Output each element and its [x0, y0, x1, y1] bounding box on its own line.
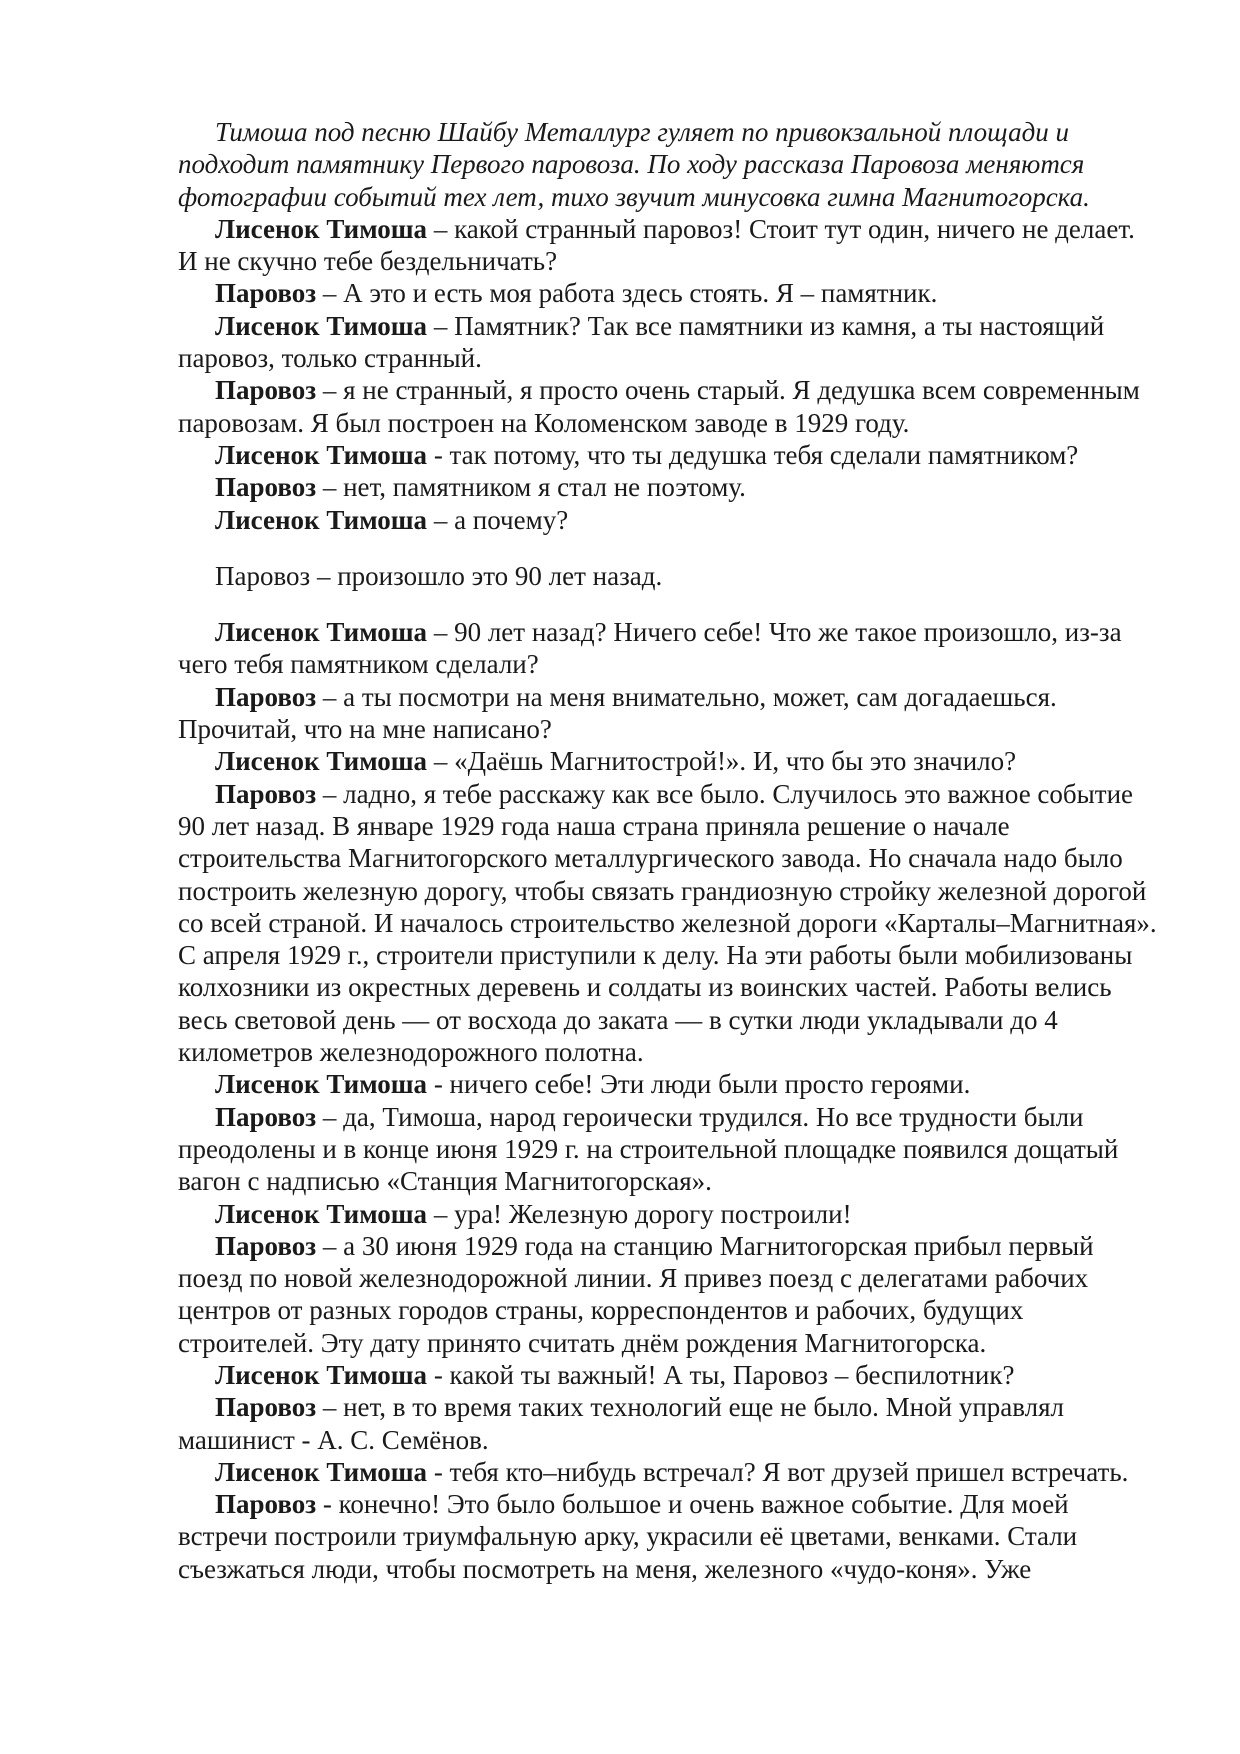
line-text: - тебя кто–нибудь встречал? Я вот друзей пришел встречать.: [427, 1456, 1129, 1487]
speaker-name: Лисенок Тимоша: [215, 1359, 428, 1390]
speaker-name: Паровоз: [215, 472, 317, 503]
line-text: – какой странный паровоз! Стоит тут один, ничего не делает. И не скучно тебе бездельничать?: [178, 213, 1135, 277]
dialogue-line: [178, 1488, 1158, 1585]
speaker-name: Паровоз: [215, 375, 317, 406]
dialogue-line: [178, 1456, 1158, 1488]
dialogue-line: [178, 213, 1158, 278]
dialogue-line: [178, 277, 1158, 309]
dialogue-line: [178, 1068, 1158, 1100]
dialogue-line: [178, 681, 1158, 746]
speaker-name: Лисенок Тимоша: [215, 310, 428, 341]
speaker-name: Паровоз: [215, 1489, 317, 1520]
line-text: – а почему?: [427, 504, 569, 535]
speaker-name: Лисенок Тимоша: [215, 504, 428, 535]
dialogue-line: [178, 1230, 1158, 1359]
speaker-name: Лисенок Тимоша: [215, 213, 428, 244]
dialogue-line: [178, 1359, 1158, 1391]
line-text: - какой ты важный! А ты, Паровоз – беспилотник?: [427, 1359, 1015, 1390]
speaker-name: Паровоз: [215, 1230, 317, 1261]
dialogue-line: [178, 778, 1158, 1069]
speaker-name: Лисенок Тимоша: [215, 1456, 428, 1487]
line-text: – А это и есть моя работа здесь стоять. Я – памятник.: [316, 278, 938, 309]
line-text: – нет, памятником я стал не поэтому.: [316, 472, 746, 503]
speaker-name: Лисенок Тимоша: [215, 617, 428, 648]
dialogue-line: [178, 471, 1158, 503]
dialogue-line: [178, 1391, 1158, 1456]
speaker-name: Паровоз: [215, 278, 317, 309]
plain-line: Паровоз – произошло это 90 лет назад.: [215, 560, 663, 591]
line-text: – Памятник? Так все памятники из камня, а ты настоящий паровоз, только странный.: [178, 310, 1105, 374]
line-text: – да, Тимоша, народ героически трудился. Но все трудности были преодолены и в конце июня 1929 г. на строительной площадке появился дощатый вагон с надписью «Станция Магнитогорская».: [178, 1101, 1119, 1197]
dialogue-line: [178, 616, 1158, 681]
line-text: – ура! Железную дорогу построили!: [427, 1198, 852, 1229]
speaker-name: Лисенок Тимоша: [215, 1198, 428, 1229]
line-text: – 90 лет назад? Ничего себе! Что же такое произошло, из-за чего тебя памятником сделали?: [178, 617, 1122, 680]
dialogue-line: [178, 745, 1158, 777]
line-text: – я не странный, я просто очень старый. Я дедушка всем современным паровозам. Я был построен на Коломенском заводе в 1929 году.: [178, 375, 1140, 438]
speaker-name: Лисенок Тимоша: [215, 439, 428, 470]
stage-direction: Тимоша под песню Шайбу Металлург гуляет по привокзальной площади и подходит памятнику Первого паровоза. По ходу рассказа Паровоза меняются фотографии событий тех лет, тихо звучит минусовка гимна Магнитогорска.: [178, 117, 1090, 212]
line-text: – нет, в то время таких технологий еще не было. Мной управлял машинист - А. С. Семёнов.: [178, 1392, 1065, 1455]
speaker-name: Лисенок Тимоша: [215, 1069, 428, 1100]
dialogue-line: [178, 504, 1158, 536]
dialogue-line: [178, 310, 1158, 375]
speaker-name: Паровоз: [215, 1392, 317, 1423]
line-text: – а 30 июня 1929 года на станцию Магнитогорская прибыл первый поезд по новой железнодорожной линии. Я привез поезд с делегатами рабочих центров от разных городов страны, корреспондентов и рабочих, будущих строителей. Эту дату принято считать днём рождения Магнитогорска.: [178, 1230, 1094, 1358]
line-text: - ничего себе! Эти люди были просто героями.: [427, 1069, 971, 1100]
line-text: – а ты посмотри на меня внимательно, может, сам догадаешься. Прочитай, что на мне написано?: [178, 681, 1057, 745]
dialogue-line: [178, 1101, 1158, 1198]
line-text: - конечно! Это было большое и очень важное событие. Для моей встречи построили триумфальную арку, украсили её цветами, венками. Стали съезжаться люди, чтобы посмотреть на меня, железного «чудо-коня». Уже: [178, 1489, 1078, 1584]
line-text: - так потому, что ты дедушка тебя сделали памятником?: [427, 439, 1079, 470]
speaker-name: Лисенок Тимоша: [215, 746, 428, 777]
line-text: – «Даёшь Магнитострой!». И, что бы это значило?: [427, 746, 1017, 777]
dialogue-line: [178, 374, 1158, 439]
document-page: [178, 116, 1158, 1585]
speaker-name: Паровоз: [215, 778, 317, 809]
speaker-name: Паровоз: [215, 681, 317, 712]
line-text: – ладно, я тебе расскажу как все было. Случилось это важное событие 90 лет назад. В январе 1929 года наша страна приняла решение о начале строительства Магнитогорского металлургического завода. Но сначала надо было построить железную дорогу, чтобы связать грандиозную стройку железной дорогой со всей страной. И началось строительство железной дороги «Карталы–Магнитная». С апреля 1929 г., строители приступили к делу. На эти работы были мобилизованы колхозники из окрестных деревень и солдаты из воинских частей. Работы велись весь световой день — от восхода до заката — в сутки люди укладывали до 4 километров железнодорожного полотна.: [178, 778, 1157, 1068]
speaker-name: Паровоз: [215, 1101, 317, 1132]
dialogue-line: [178, 1198, 1158, 1230]
dialogue-line: [178, 439, 1158, 471]
